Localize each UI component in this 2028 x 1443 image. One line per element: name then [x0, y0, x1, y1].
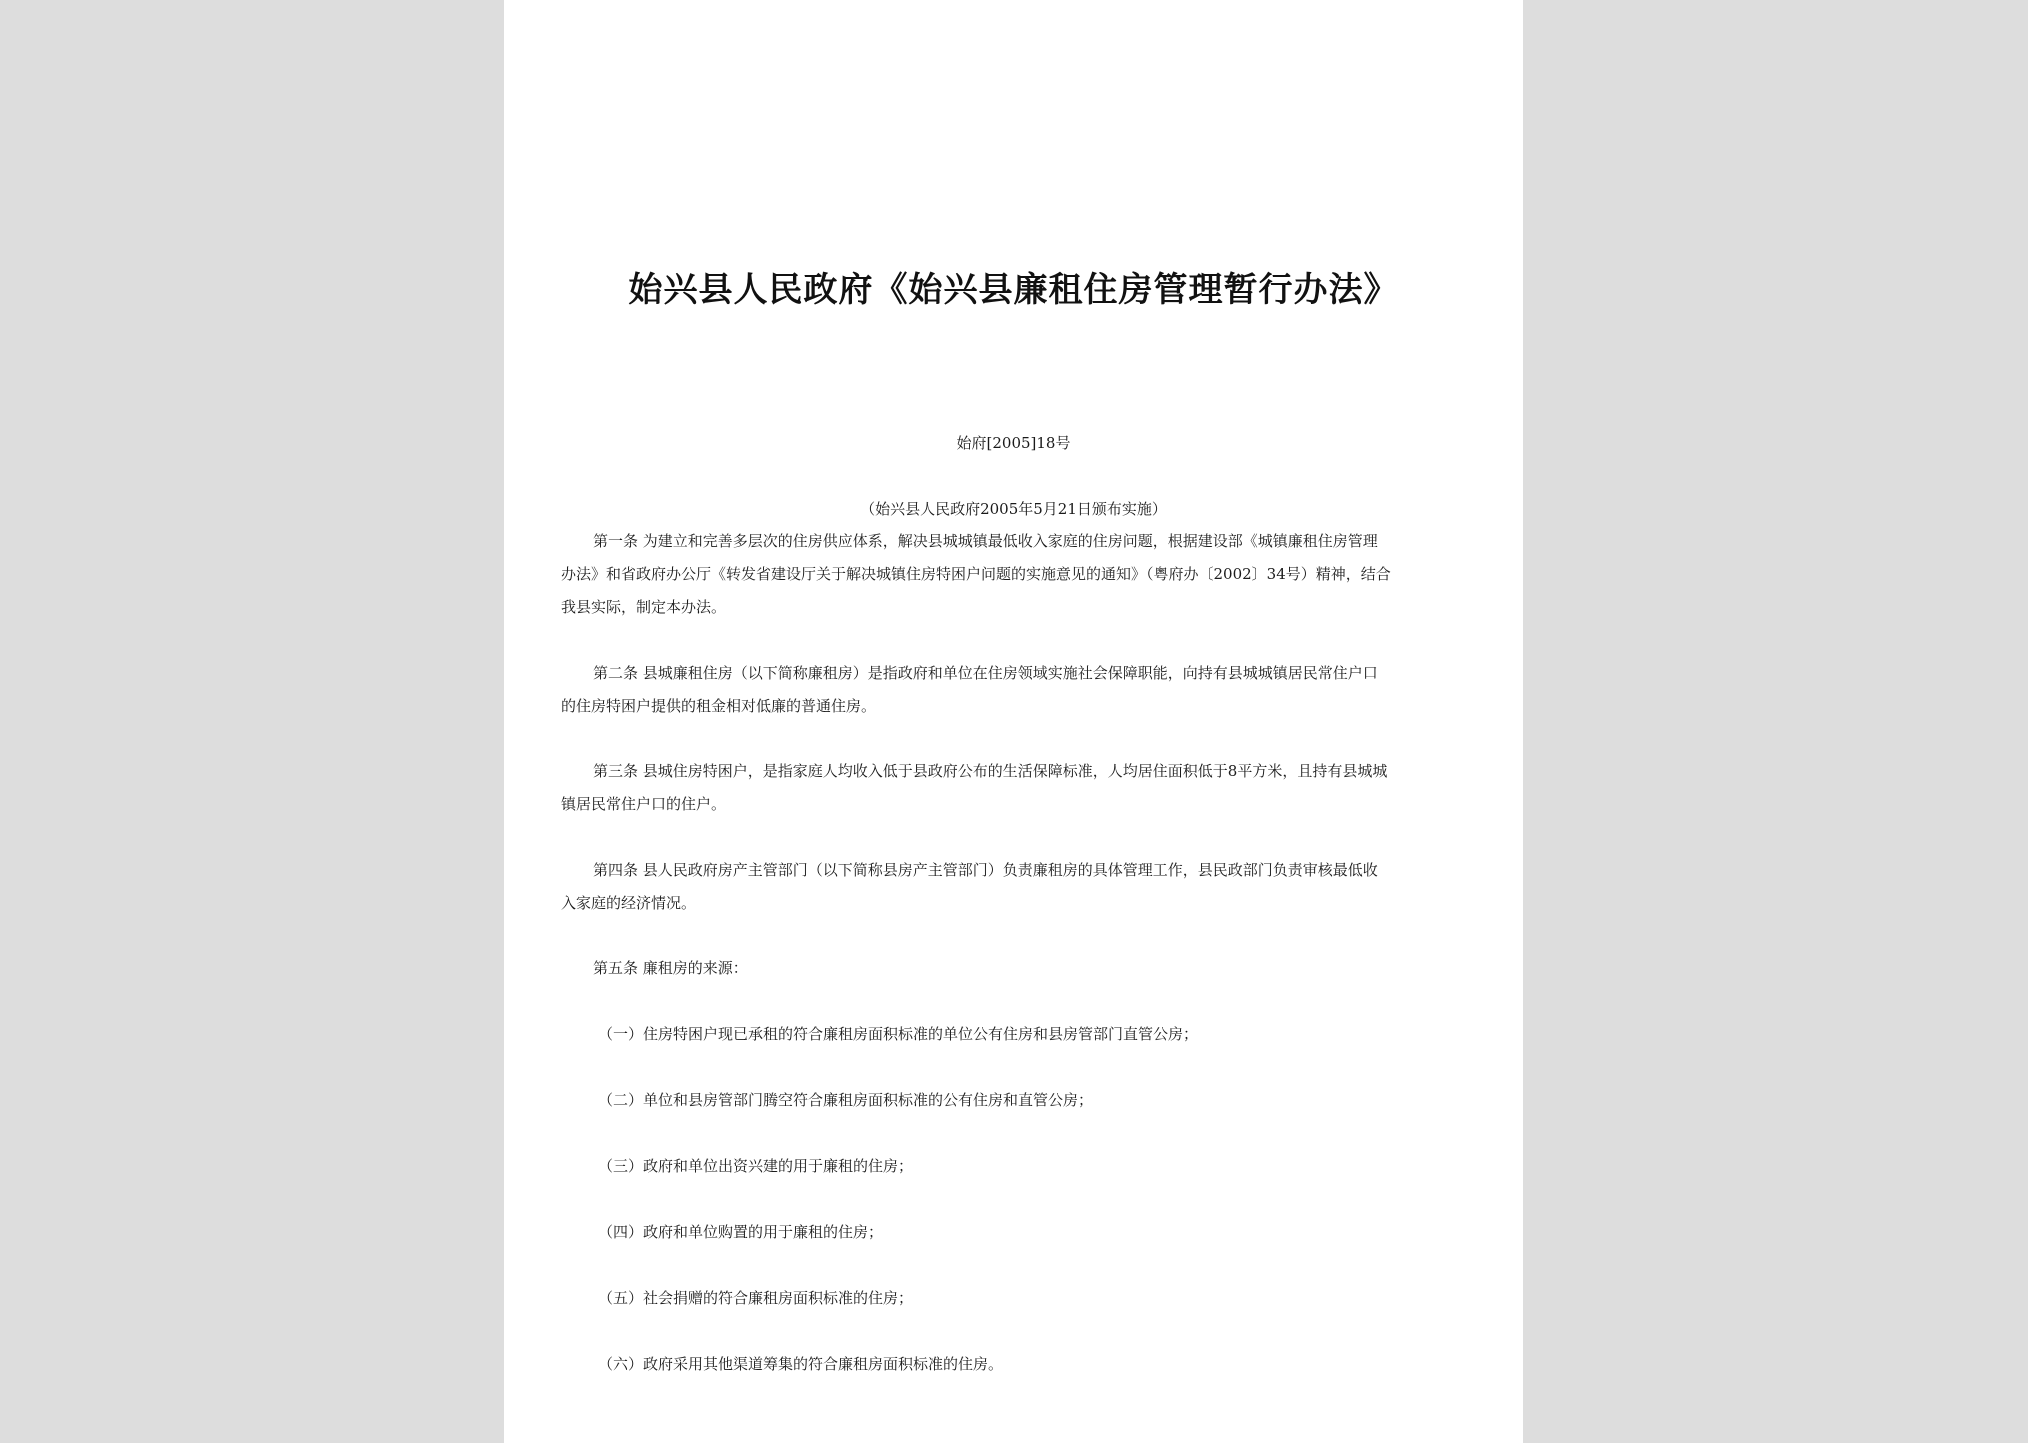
article-3-line-2: 镇居民常住户口的住户。	[561, 795, 727, 813]
article-4-line-1: 第四条 县人民政府房产主管部门（以下简称县房产主管部门）负责廉租房的具体管理工作，县民政部门负责审核最低收	[593, 861, 1378, 879]
article-5-item-6: （六）政府采用其他渠道筹集的符合廉租房面积标准的住房。	[598, 1355, 1004, 1373]
article-4-line-2: 入家庭的经济情况。	[561, 894, 697, 912]
issued-note: （始兴县人民政府2005年5月21日颁布实施）	[860, 500, 1167, 518]
article-1-line-3: 我县实际，制定本办法。	[561, 598, 727, 616]
document-title: 始兴县人民政府《始兴县廉租住房管理暂行办法》	[628, 270, 1399, 310]
article-1-line-2: 办法》和省政府办公厅《转发省建设厅关于解决城镇住房特困户问题的实施意见的通知》（粤府办〔2002〕34号）精神，结合	[561, 565, 1391, 583]
article-1-line-1: 第一条 为建立和完善多层次的住房供应体系，解决县城城镇最低收入家庭的住房问题，根据建设部《城镇廉租住房管理	[593, 532, 1378, 550]
article-5-item-3: （三）政府和单位出资兴建的用于廉租的住房；	[598, 1157, 914, 1175]
article-5-item-2: （二）单位和县房管部门腾空符合廉租房面积标准的公有住房和直管公房；	[598, 1091, 1094, 1109]
article-5-heading: 第五条 廉租房的来源：	[593, 959, 748, 977]
document-page	[504, 0, 1523, 1443]
article-5-item-1: （一）住房特困户现已承租的符合廉租房面积标准的单位公有住房和县房管部门直管公房；	[598, 1025, 1199, 1043]
article-2-line-2: 的住房特困户提供的租金相对低廉的普通住房。	[561, 697, 877, 715]
article-3-line-1: 第三条 县城住房特困户，是指家庭人均收入低于县政府公布的生活保障标准，人均居住面积低于8平方米，且持有县城城	[593, 762, 1388, 780]
document-number: 始府[2005]18号	[956, 434, 1071, 452]
article-5-item-5: （五）社会捐赠的符合廉租房面积标准的住房；	[598, 1289, 914, 1307]
article-5-item-4: （四）政府和单位购置的用于廉租的住房；	[598, 1223, 884, 1241]
article-2-line-1: 第二条 县城廉租住房（以下简称廉租房）是指政府和单位在住房领域实施社会保障职能，向持有县城城镇居民常住户口	[593, 664, 1378, 682]
